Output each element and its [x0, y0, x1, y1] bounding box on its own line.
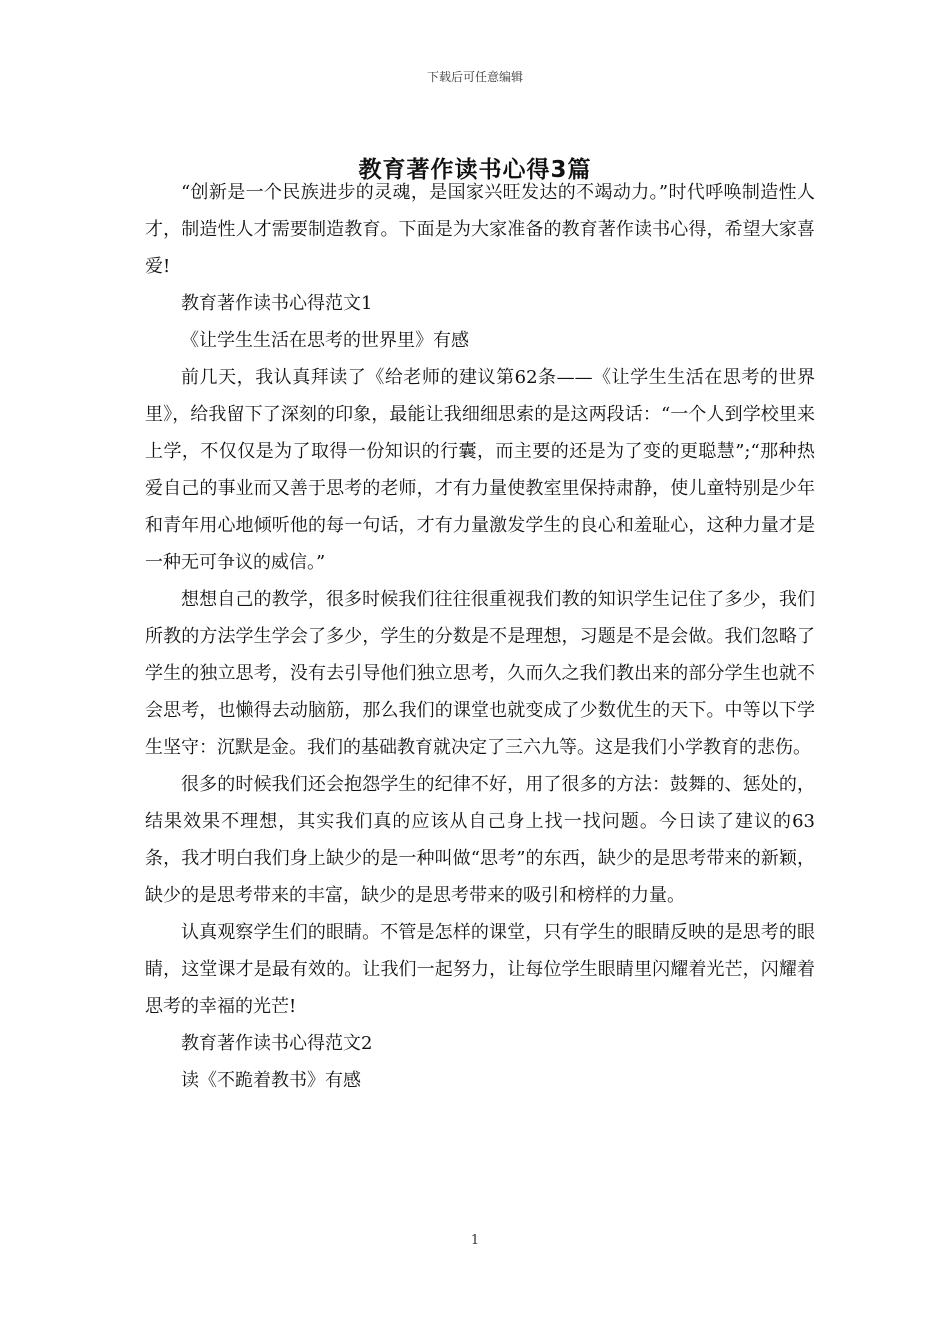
body-paragraph: 很多的时候我们还会抱怨学生的纪律不好，用了很多的方法：鼓舞的、惩处的，结果效果不理想，其实我们真的应该从自己身上找一找问题。今日读了建议的63条，我才明白我们身上缺少的是一种叫做“思考”的东西，缺少的是思考带来的新颖，缺少的是思考带来的丰富，缺少的是思考带来的吸引和榜样的力量。	[145, 774, 815, 906]
essay-subtitle: 《让学生生活在思考的世界里》有感	[181, 330, 469, 351]
page-number: 1	[470, 1233, 480, 1248]
intro-paragraph: “创新是一个民族进步的灵魂，是国家兴旺发达的不竭动力。”时代呼唤制造性人才，制造性人才需要制造教育。下面是为大家准备的教育著作读书心得，希望大家喜爱!	[145, 182, 815, 277]
section-heading: 教育著作读书心得范文2	[181, 1033, 373, 1054]
page-header: 下载后可任意编辑	[426, 70, 523, 84]
essay-subtitle: 读《不跪着教书》有感	[181, 1070, 361, 1091]
body-paragraph: 前几天，我认真拜读了《给老师的建议第62条——《让学生生活在思考的世界里》，给我留下了深刻的印象，最能让我细细思索的是这两段话：“一个人到学校里来上学，不仅仅是为了取得一份知识的行囊，而主要的还是为了变的更聪慧”;“那种热爱自己的事业而又善于思考的老师，才有力量使教室里保持肃静，使儿童特别是少年和青年用心地倾听他的每一句话，才有力量激发学生的良心和羞耻心，这种力量才是一种无可争议的威信。”	[145, 367, 815, 573]
document-body	[145, 174, 815, 1099]
section-heading: 教育著作读书心得范文1	[181, 293, 373, 314]
body-paragraph: 想想自己的教学，很多时候我们往往很重视我们教的知识学生记住了多少，我们所教的方法学生学会了多少，学生的分数是不是理想，习题是不是会做。我们忽略了学生的独立思考，没有去引导他们独立思考，久而久之我们教出来的部分学生也就不会思考，也懒得去动脑筋，那么我们的课堂也就变成了少数优生的天下。中等以下学生坚守：沉默是金。我们的基础教育就决定了三六九等。这是我们小学教育的悲伤。	[145, 589, 815, 758]
body-paragraph: 认真观察学生们的眼睛。不管是怎样的课堂，只有学生的眼睛反映的是思考的眼睛，这堂课才是最有效的。让我们一起努力，让每位学生眼睛里闪耀着光芒，闪耀着思考的幸福的光芒!	[145, 922, 815, 1017]
document-title: 教育著作读书心得3篇	[358, 157, 592, 183]
